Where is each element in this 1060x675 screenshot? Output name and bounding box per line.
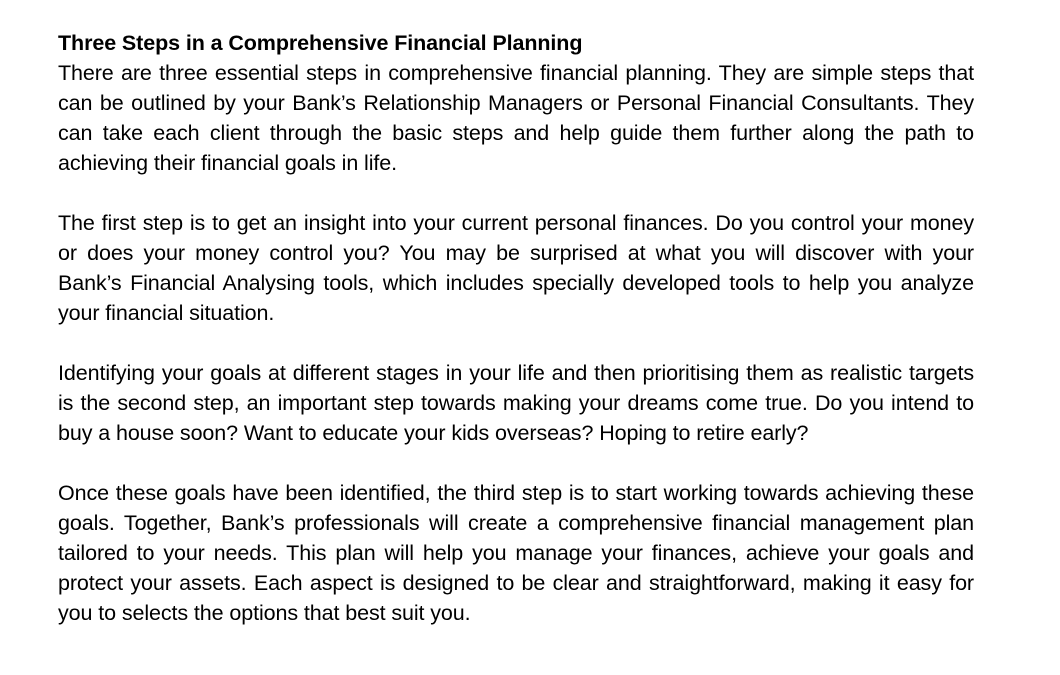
- body-paragraph-3: Identifying your goals at different stages in your life and then prioritising them as realistic targets is the second step, an important step towards making your dreams come true. Do you intend to buy a house soon? Want to educate your kids overseas? Hoping to retire early?: [58, 361, 974, 445]
- body-paragraph-4: Once these goals have been identified, the third step is to start working towards achieving these goals. Together, Bank’s professionals will create a comprehensive financial management plan tailored to your needs. This plan will help you manage your finances, achieve your goals and protect your assets. Each aspect is designed to be clear and straightforward, making it easy for you to selects the options that best suit you.: [58, 481, 974, 625]
- body-paragraph-1: There are three essential steps in comprehensive financial planning. They are simple steps that can be outlined by your Bank’s Relationship Managers or Personal Financial Consultants. They can take each client through the basic steps and help guide them further along the path to achieving their financial goals in life.: [58, 61, 974, 175]
- heading-section: [58, 28, 974, 178]
- text-column: [58, 0, 974, 628]
- section-heading: Three Steps in a Comprehensive Financial Planning: [58, 31, 583, 55]
- body-paragraph-2: The first step is to get an insight into your current personal finances. Do you control your money or does your money control you? You may be surprised at what you will discover with your Bank’s Financial Analysing tools, which includes specially developed tools to help you analyze your financial situation.: [58, 211, 974, 325]
